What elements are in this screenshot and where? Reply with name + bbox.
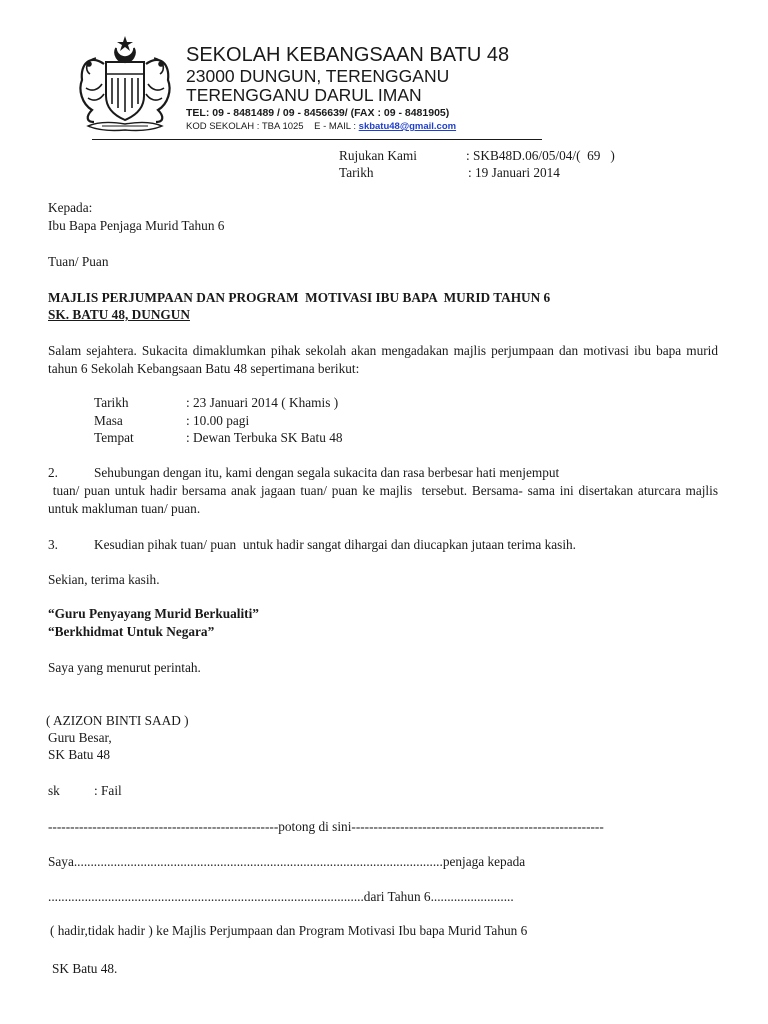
para3-number: 3. bbox=[48, 537, 58, 552]
signatory-position: Guru Besar, bbox=[48, 730, 112, 745]
slip-hadir-line: ( hadir,tidak hadir ) ke Majlis Perjumpaan dan Program Motivasi Ibu bapa Murid Tahun 6 bbox=[50, 923, 528, 938]
cut-line: ----------------------------------------------------potong di sini--------------------------------------------------------- bbox=[48, 819, 604, 834]
para2-first-line: Sehubungan dengan itu, kami dengan segala sukacita dan rasa berbesar hati menjemput bbox=[94, 465, 560, 480]
detail-tempat-value: : Dewan Terbuka SK Batu 48 bbox=[186, 430, 343, 445]
detail-tempat-label: Tempat bbox=[94, 430, 134, 445]
school-address-line1: 23000 DUNGUN, TERENGGANU bbox=[186, 66, 450, 86]
slip-school-line: SK Batu 48. bbox=[52, 961, 118, 976]
slip-saya-line: Saya...............................................................................................................penjaga kepada bbox=[48, 854, 526, 869]
motto-2: “Berkhidmat Untuk Negara” bbox=[48, 624, 215, 639]
sekian-text: Sekian, terima kasih. bbox=[48, 572, 160, 587]
rujukan-value: : SKB48D.06/05/04/( 69 ) bbox=[466, 148, 615, 163]
school-name: SEKOLAH KEBANGSAAN BATU 48 bbox=[186, 44, 510, 66]
para2-body: tuan/ puan untuk hadir bersama anak jagaan tuan/ puan ke majlis tersebut. Bersama- sama ini disertakan aturcara majlis untuk makluman tuan/ puan. bbox=[48, 483, 722, 516]
subject-line1: MAJLIS PERJUMPAAN DAN PROGRAM MOTIVASI IBU BAPA MURID TAHUN 6 bbox=[48, 290, 551, 305]
slip-dari-line: ...............................................................................................dari Tahun 6......................... bbox=[48, 889, 514, 904]
tarikh-value: : 19 Januari 2014 bbox=[468, 165, 560, 180]
kepada-label: Kepada: bbox=[48, 200, 93, 215]
intro-paragraph: Salam sejahtera. Sukacita dimaklumkan pihak sekolah akan mengadakan majlis perjumpaan dan motivasi ibu bapa murid tahun 6 Sekolah Kebangsaan Batu 48 sepertimana berikut: bbox=[48, 343, 718, 376]
para3-text: Kesudian pihak tuan/ puan untuk hadir sangat dihargai dan diucapkan jutaan terima kasih. bbox=[94, 537, 576, 552]
salutation: Tuan/ Puan bbox=[48, 254, 109, 269]
signatory-school: SK Batu 48 bbox=[48, 747, 111, 762]
rujukan-label: Rujukan Kami bbox=[339, 148, 417, 163]
letterhead-divider bbox=[92, 139, 542, 140]
sk-value: : Fail bbox=[94, 783, 122, 798]
school-crest-logo bbox=[72, 34, 178, 136]
school-code-email bbox=[186, 121, 456, 133]
school-telephone: TEL: 09 - 8481489 / 09 - 8456639/ (FAX : 09 - 8481905) bbox=[186, 107, 450, 119]
school-code: KOD SEKOLAH : TBA 1025 E - MAIL : bbox=[186, 121, 359, 132]
para2-number: 2. bbox=[48, 465, 58, 480]
school-address-line2: TERENGGANU DARUL IMAN bbox=[186, 85, 422, 105]
detail-masa-value: : 10.00 pagi bbox=[186, 413, 250, 428]
recipient-name: Ibu Bapa Penjaga Murid Tahun 6 bbox=[48, 218, 225, 233]
sk-label: sk bbox=[48, 783, 60, 798]
signatory-name: ( AZIZON BINTI SAAD ) bbox=[46, 713, 189, 728]
email-link[interactable]: skbatu48@gmail.com bbox=[358, 121, 457, 132]
tarikh-label: Tarikh bbox=[339, 165, 374, 180]
detail-tarikh-label: Tarikh bbox=[94, 395, 129, 410]
detail-masa-label: Masa bbox=[94, 413, 123, 428]
motto-1: “Guru Penyayang Murid Berkualiti” bbox=[48, 606, 259, 621]
subject-line2: SK. BATU 48, DUNGUN bbox=[48, 307, 190, 322]
detail-tarikh-value: : 23 Januari 2014 ( Khamis ) bbox=[186, 395, 339, 410]
saya-menurut-perintah: Saya yang menurut perintah. bbox=[48, 660, 201, 675]
